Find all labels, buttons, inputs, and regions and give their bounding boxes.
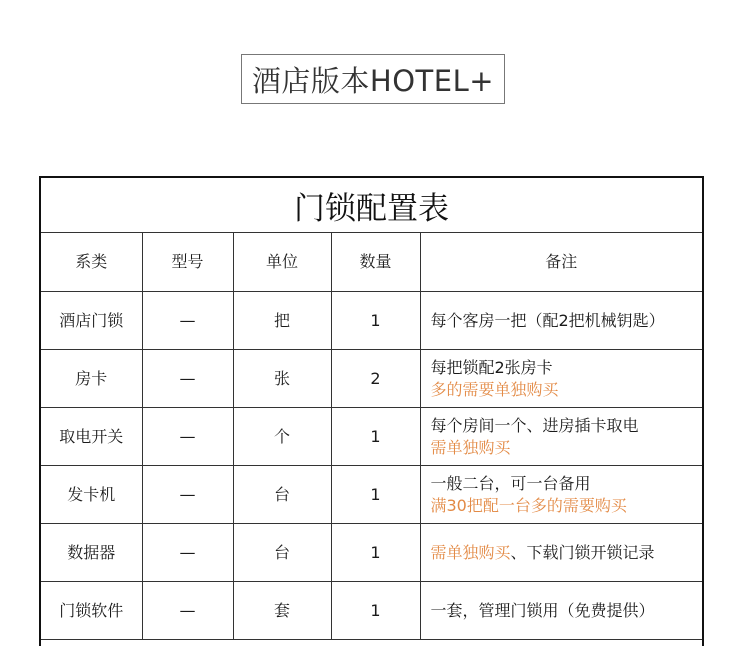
cell-model: — <box>142 292 233 350</box>
cell-model: — <box>142 582 233 640</box>
header-qty: 数量 <box>331 233 420 292</box>
cell-qty: 2 <box>331 350 420 408</box>
note-line: 多的需要单独购买 <box>430 379 559 399</box>
note-line: 一般二台，可一台备用 <box>430 473 591 493</box>
note-segment: 、下载门锁开锁记录 <box>510 542 655 562</box>
cell-category: 酒店门锁 <box>41 292 142 350</box>
note-line: 需单独购买 <box>430 437 511 457</box>
config-grid <box>41 233 702 640</box>
table-row <box>41 350 702 408</box>
cell-category: 房卡 <box>41 350 142 408</box>
table-row <box>41 582 702 640</box>
table-row <box>41 466 702 524</box>
cell-note <box>420 524 702 582</box>
cell-unit: 台 <box>233 466 331 524</box>
header-note: 备注 <box>420 233 702 292</box>
table-row <box>41 524 702 582</box>
cell-note <box>420 408 702 466</box>
cell-unit: 个 <box>233 408 331 466</box>
note-segment: 需单独购买 <box>430 542 511 562</box>
cell-note <box>420 350 702 408</box>
lock-config-table <box>39 176 704 646</box>
cell-category: 取电开关 <box>41 408 142 466</box>
cell-note <box>420 292 702 350</box>
note-line: 每个房间一个、进房插卡取电 <box>430 415 639 435</box>
cell-category: 数据器 <box>41 524 142 582</box>
table-row <box>41 408 702 466</box>
cell-qty: 1 <box>331 408 420 466</box>
cell-unit: 套 <box>233 582 331 640</box>
cell-unit: 张 <box>233 350 331 408</box>
cell-model: — <box>142 350 233 408</box>
table-title: 门锁配置表 <box>41 178 702 233</box>
cell-category: 门锁软件 <box>41 582 142 640</box>
cell-note <box>420 466 702 524</box>
version-badge: 酒店版本HOTEL+ <box>241 54 505 104</box>
cell-model: — <box>142 524 233 582</box>
note-line: 每个客房一把（配2把机械钥匙） <box>430 310 665 330</box>
header-model: 型号 <box>142 233 233 292</box>
cell-qty: 1 <box>331 466 420 524</box>
cell-unit: 把 <box>233 292 331 350</box>
cell-qty: 1 <box>331 524 420 582</box>
note-line: 满30把配一台多的需要购买 <box>430 495 627 515</box>
cell-model: — <box>142 466 233 524</box>
cell-category: 发卡机 <box>41 466 142 524</box>
note-line: 一套，管理门锁用（免费提供） <box>430 600 655 620</box>
note-line: 每把锁配2张房卡 <box>430 357 553 377</box>
cell-qty: 1 <box>331 292 420 350</box>
header-unit: 单位 <box>233 233 331 292</box>
table-row <box>41 292 702 350</box>
header-category: 系类 <box>41 233 142 292</box>
table-header-row <box>41 233 702 292</box>
cell-model: — <box>142 408 233 466</box>
cell-unit: 台 <box>233 524 331 582</box>
cell-qty: 1 <box>331 582 420 640</box>
cell-note <box>420 582 702 640</box>
